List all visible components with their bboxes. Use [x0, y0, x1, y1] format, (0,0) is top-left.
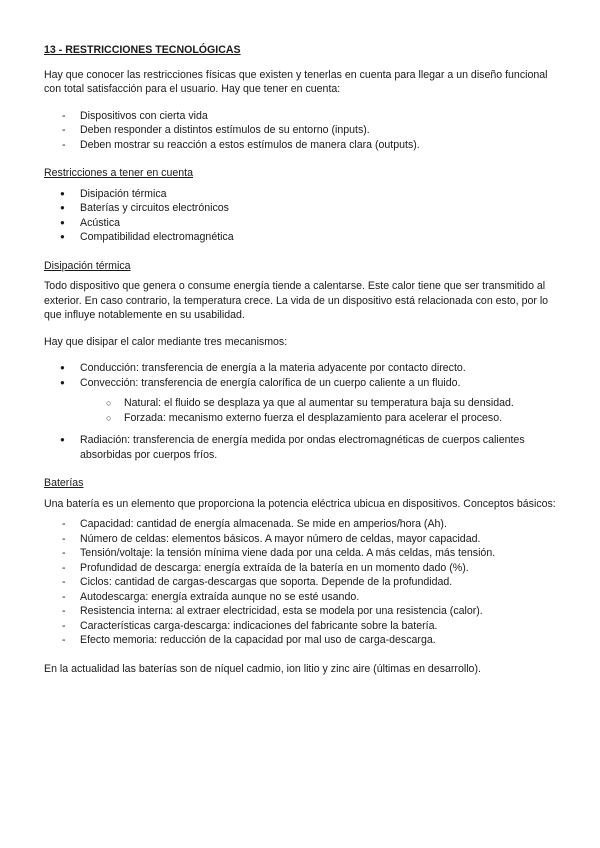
restricciones-heading: Restricciones a tener en cuenta [44, 167, 193, 179]
list-item: - Dispositivos con cierta vida [44, 109, 564, 124]
disipacion-paragraph: Todo dispositivo que genera o consume energía tiende a calentarse. Este calor tiene que ser transmitido al exterior. En caso contrario, la temperatura crece. La vida de un dispositivo está relacionada con esto, por lo que influye notablemente en su usabilidad. [44, 280, 549, 321]
conveccion-text: Convección: transferencia de energía calorífica de un cuerpo caliente a un fluido. [80, 376, 461, 389]
conveccion-sublist [80, 396, 564, 425]
list-item [44, 376, 564, 426]
list-item: - Características carga-descarga: indicaciones del fabricante sobre la batería. [44, 619, 564, 634]
sublist-item: ○ Forzada: mecanismo externo fuerza el desplazamiento para acelerar el proceso. [44, 411, 564, 426]
sublist-item: ○ Natural: el fluido se desplaza ya que al aumentar su temperatura baja su densidad. [44, 396, 564, 411]
list-item: ● Radiación: transferencia de energía medida por ondas electromagnéticas de cuerpos calientes absorbidas por cuerpos fríos. [44, 433, 564, 462]
list-item: - Profundidad de descarga: energía extraída de la batería en un momento dado (%). [44, 561, 564, 576]
list-item: - Autodescarga: energía extraída aunque no se esté usando. [44, 590, 564, 605]
baterias-heading: Baterías [44, 477, 84, 489]
list-item: - Capacidad: cantidad de energía almacenada. Se mide en amperios/hora (Ah). [44, 517, 564, 532]
list-item: ● Compatibilidad electromagnética [44, 230, 564, 245]
list-item: ● Disipación térmica [44, 187, 564, 202]
intro-list [44, 109, 564, 153]
document-title: 13 - RESTRICCIONES TECNOLÓGICAS [44, 44, 241, 56]
list-item: - Número de celdas: elementos básicos. A mayor número de celdas, mayor capacidad. [44, 532, 564, 547]
list-item: - Efecto memoria: reducción de la capacidad por mal uso de carga-descarga. [44, 633, 564, 648]
intro-paragraph: Hay que conocer las restricciones físicas que existen y tenerlas en cuenta para llegar a un diseño funcional con total satisfacción para el usuario. Hay que tener en cuenta: [44, 68, 548, 95]
baterias-list [44, 517, 564, 648]
list-item: ● Baterías y circuitos electrónicos [44, 201, 564, 216]
restricciones-list [44, 187, 564, 245]
list-item: - Tensión/voltaje: la tensión mínima viene dada por una celda. A más celdas, más tensión. [44, 546, 564, 561]
list-item: - Deben mostrar su reacción a estos estímulos de manera clara (outputs). [44, 138, 564, 153]
baterias-paragraph: Una batería es un elemento que proporciona la potencia eléctrica ubicua en dispositivos. Conceptos básicos: [44, 497, 556, 510]
list-item: - Deben responder a distintos estímulos de su entorno (inputs). [44, 123, 564, 138]
disipacion-heading: Disipación térmica [44, 259, 131, 272]
list-item: - Resistencia interna: al extraer electricidad, esta se modela por una resistencia (calor). [44, 604, 564, 619]
mecanismos-list [44, 361, 564, 462]
baterias-final: En la actualidad las baterías son de níquel cadmio, ion litio y zinc aire (últimas en desarrollo). [44, 662, 481, 675]
document-page [44, 43, 564, 688]
list-item: ● Conducción: transferencia de energía a la materia adyacente por contacto directo. [44, 361, 564, 376]
list-item: - Ciclos: cantidad de cargas-descargas que soporta. Depende de la profundidad. [44, 575, 564, 590]
list-item: ● Acústica [44, 216, 564, 231]
mecanismos-intro: Hay que disipar el calor mediante tres mecanismos: [44, 335, 288, 348]
